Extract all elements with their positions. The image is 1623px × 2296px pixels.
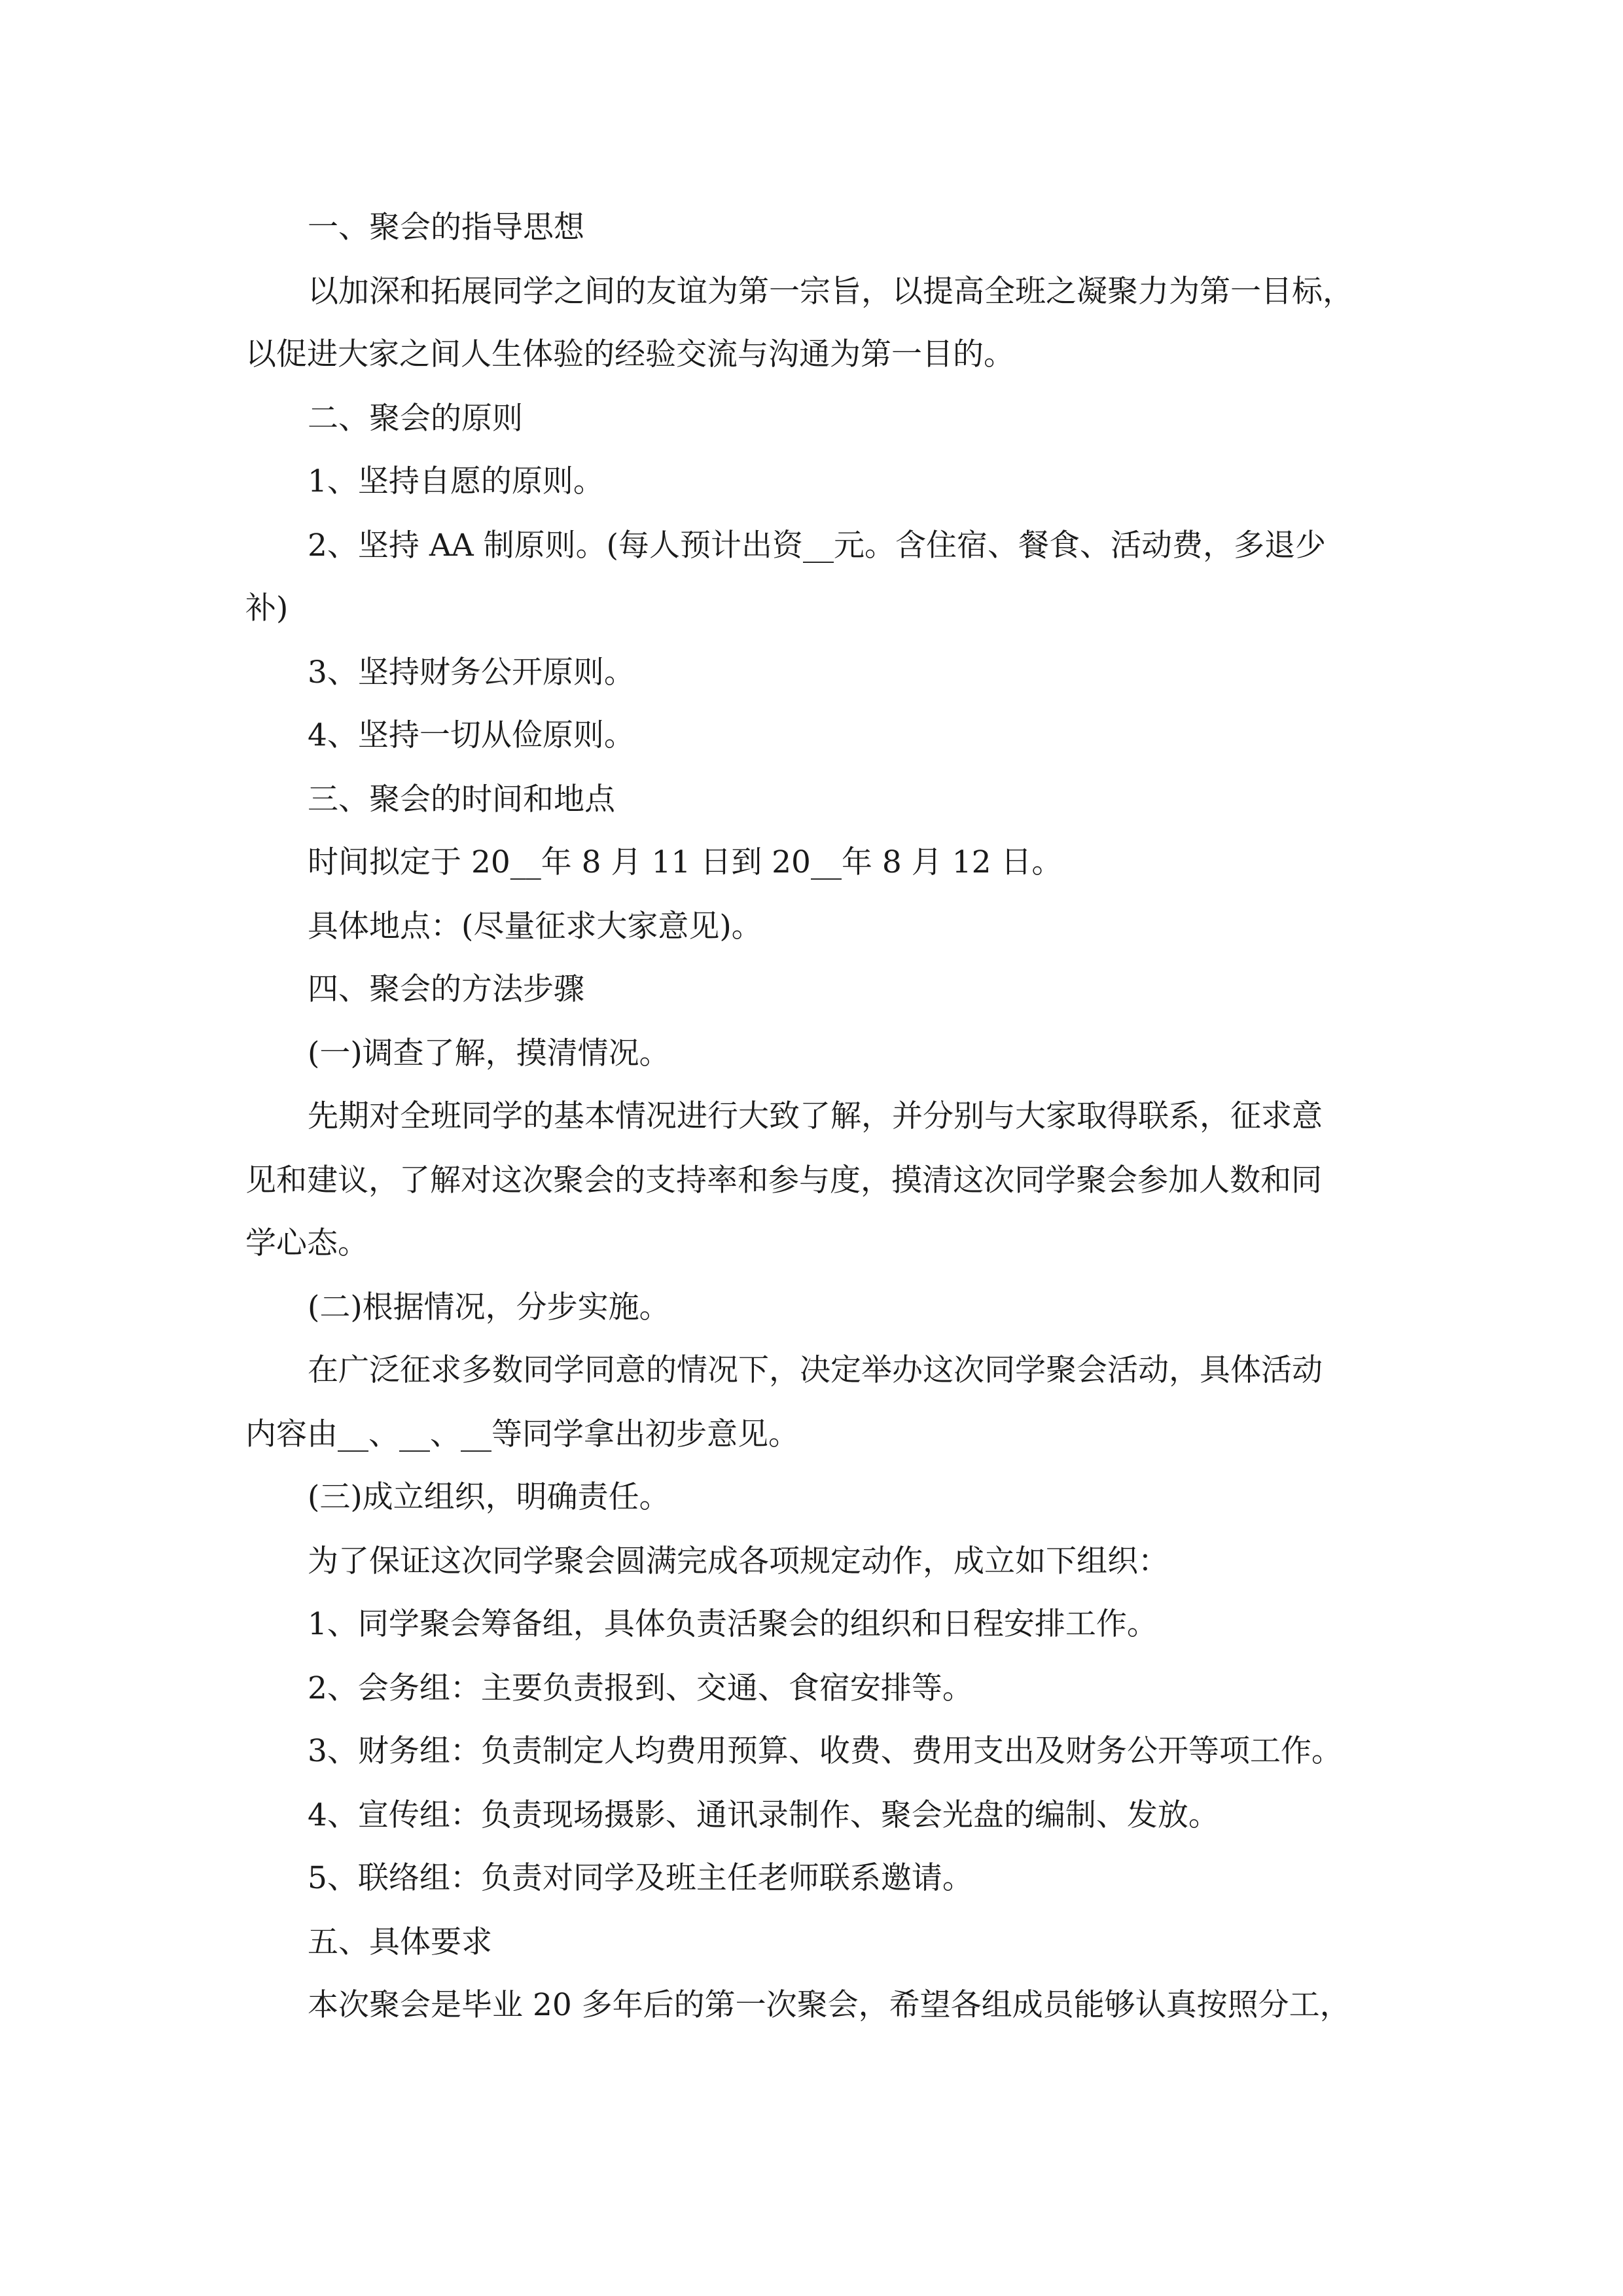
sub-heading: (二)根据情况，分步实施。 (308, 1289, 670, 1325)
sub-heading: (三)成立组织，明确责任。 (308, 1479, 670, 1515)
heading-3: 三、聚会的时间和地点 (308, 781, 615, 817)
list-item: 3、财务组：负责制定人均费用预算、收费、费用支出及财务公开等项工作。 (308, 1733, 1342, 1769)
paragraph-line: 为了保证这次同学聚会圆满完成各项规定动作，成立如下组织： (308, 1543, 1169, 1579)
paragraph-line: 学心态。 (245, 1225, 368, 1261)
list-item: 2、坚持 AA 制原则。(每人预计出资__元。含住宿、餐食、活动费，多退少 (308, 528, 1327, 564)
heading-5: 五、具体要求 (308, 1924, 492, 1960)
paragraph-line: 具体地点：(尽量征求大家意见)。 (308, 908, 762, 944)
sub-heading: (一)调查了解，摸清情况。 (308, 1035, 670, 1071)
list-item: 3、坚持财务公开原则。 (308, 655, 635, 691)
list-item: 4、坚持一切从俭原则。 (308, 717, 635, 753)
list-item: 1、坚持自愿的原则。 (308, 463, 604, 499)
paragraph-line: 在广泛征求多数同学同意的情况下，决定举办这次同学聚会活动，具体活动 (308, 1352, 1323, 1388)
paragraph-line: 先期对全班同学的基本情况进行大致了解，并分别与大家取得联系，征求意 (308, 1098, 1323, 1134)
paragraph-line: 时间拟定于 20__年 8 月 11 日到 20__年 8 月 12 日。 (308, 844, 1063, 880)
list-item: 1、同学聚会筹备组，具体负责活聚会的组织和日程安排工作。 (308, 1606, 1158, 1642)
heading-4: 四、聚会的方法步骤 (308, 971, 584, 1007)
list-item: 2、会务组：主要负责报到、交通、食宿安排等。 (308, 1670, 973, 1706)
paragraph-line: 以促进大家之间人生体验的经验交流与沟通为第一目的。 (245, 336, 1014, 372)
paragraph-line: 内容由__、__、__等同学拿出初步意见。 (245, 1416, 799, 1452)
heading-1: 一、聚会的指导思想 (308, 209, 584, 245)
paragraph-line: 本次聚会是毕业 20 多年后的第一次聚会，希望各组成员能够认真按照分工， (308, 1987, 1351, 2023)
paragraph-line: 补) (245, 590, 289, 626)
paragraph-line: 以加深和拓展同学之间的友谊为第一宗旨，以提高全班之凝聚力为第一目标， (308, 274, 1353, 310)
paragraph-line: 见和建议，了解对这次聚会的支持率和参与度，摸清这次同学聚会参加人数和同 (245, 1162, 1322, 1198)
list-item: 5、联络组：负责对同学及班主任老师联系邀请。 (308, 1860, 973, 1896)
list-item: 4、宣传组：负责现场摄影、通讯录制作、聚会光盘的编制、发放。 (308, 1797, 1219, 1833)
heading-2: 二、聚会的原则 (308, 401, 523, 437)
